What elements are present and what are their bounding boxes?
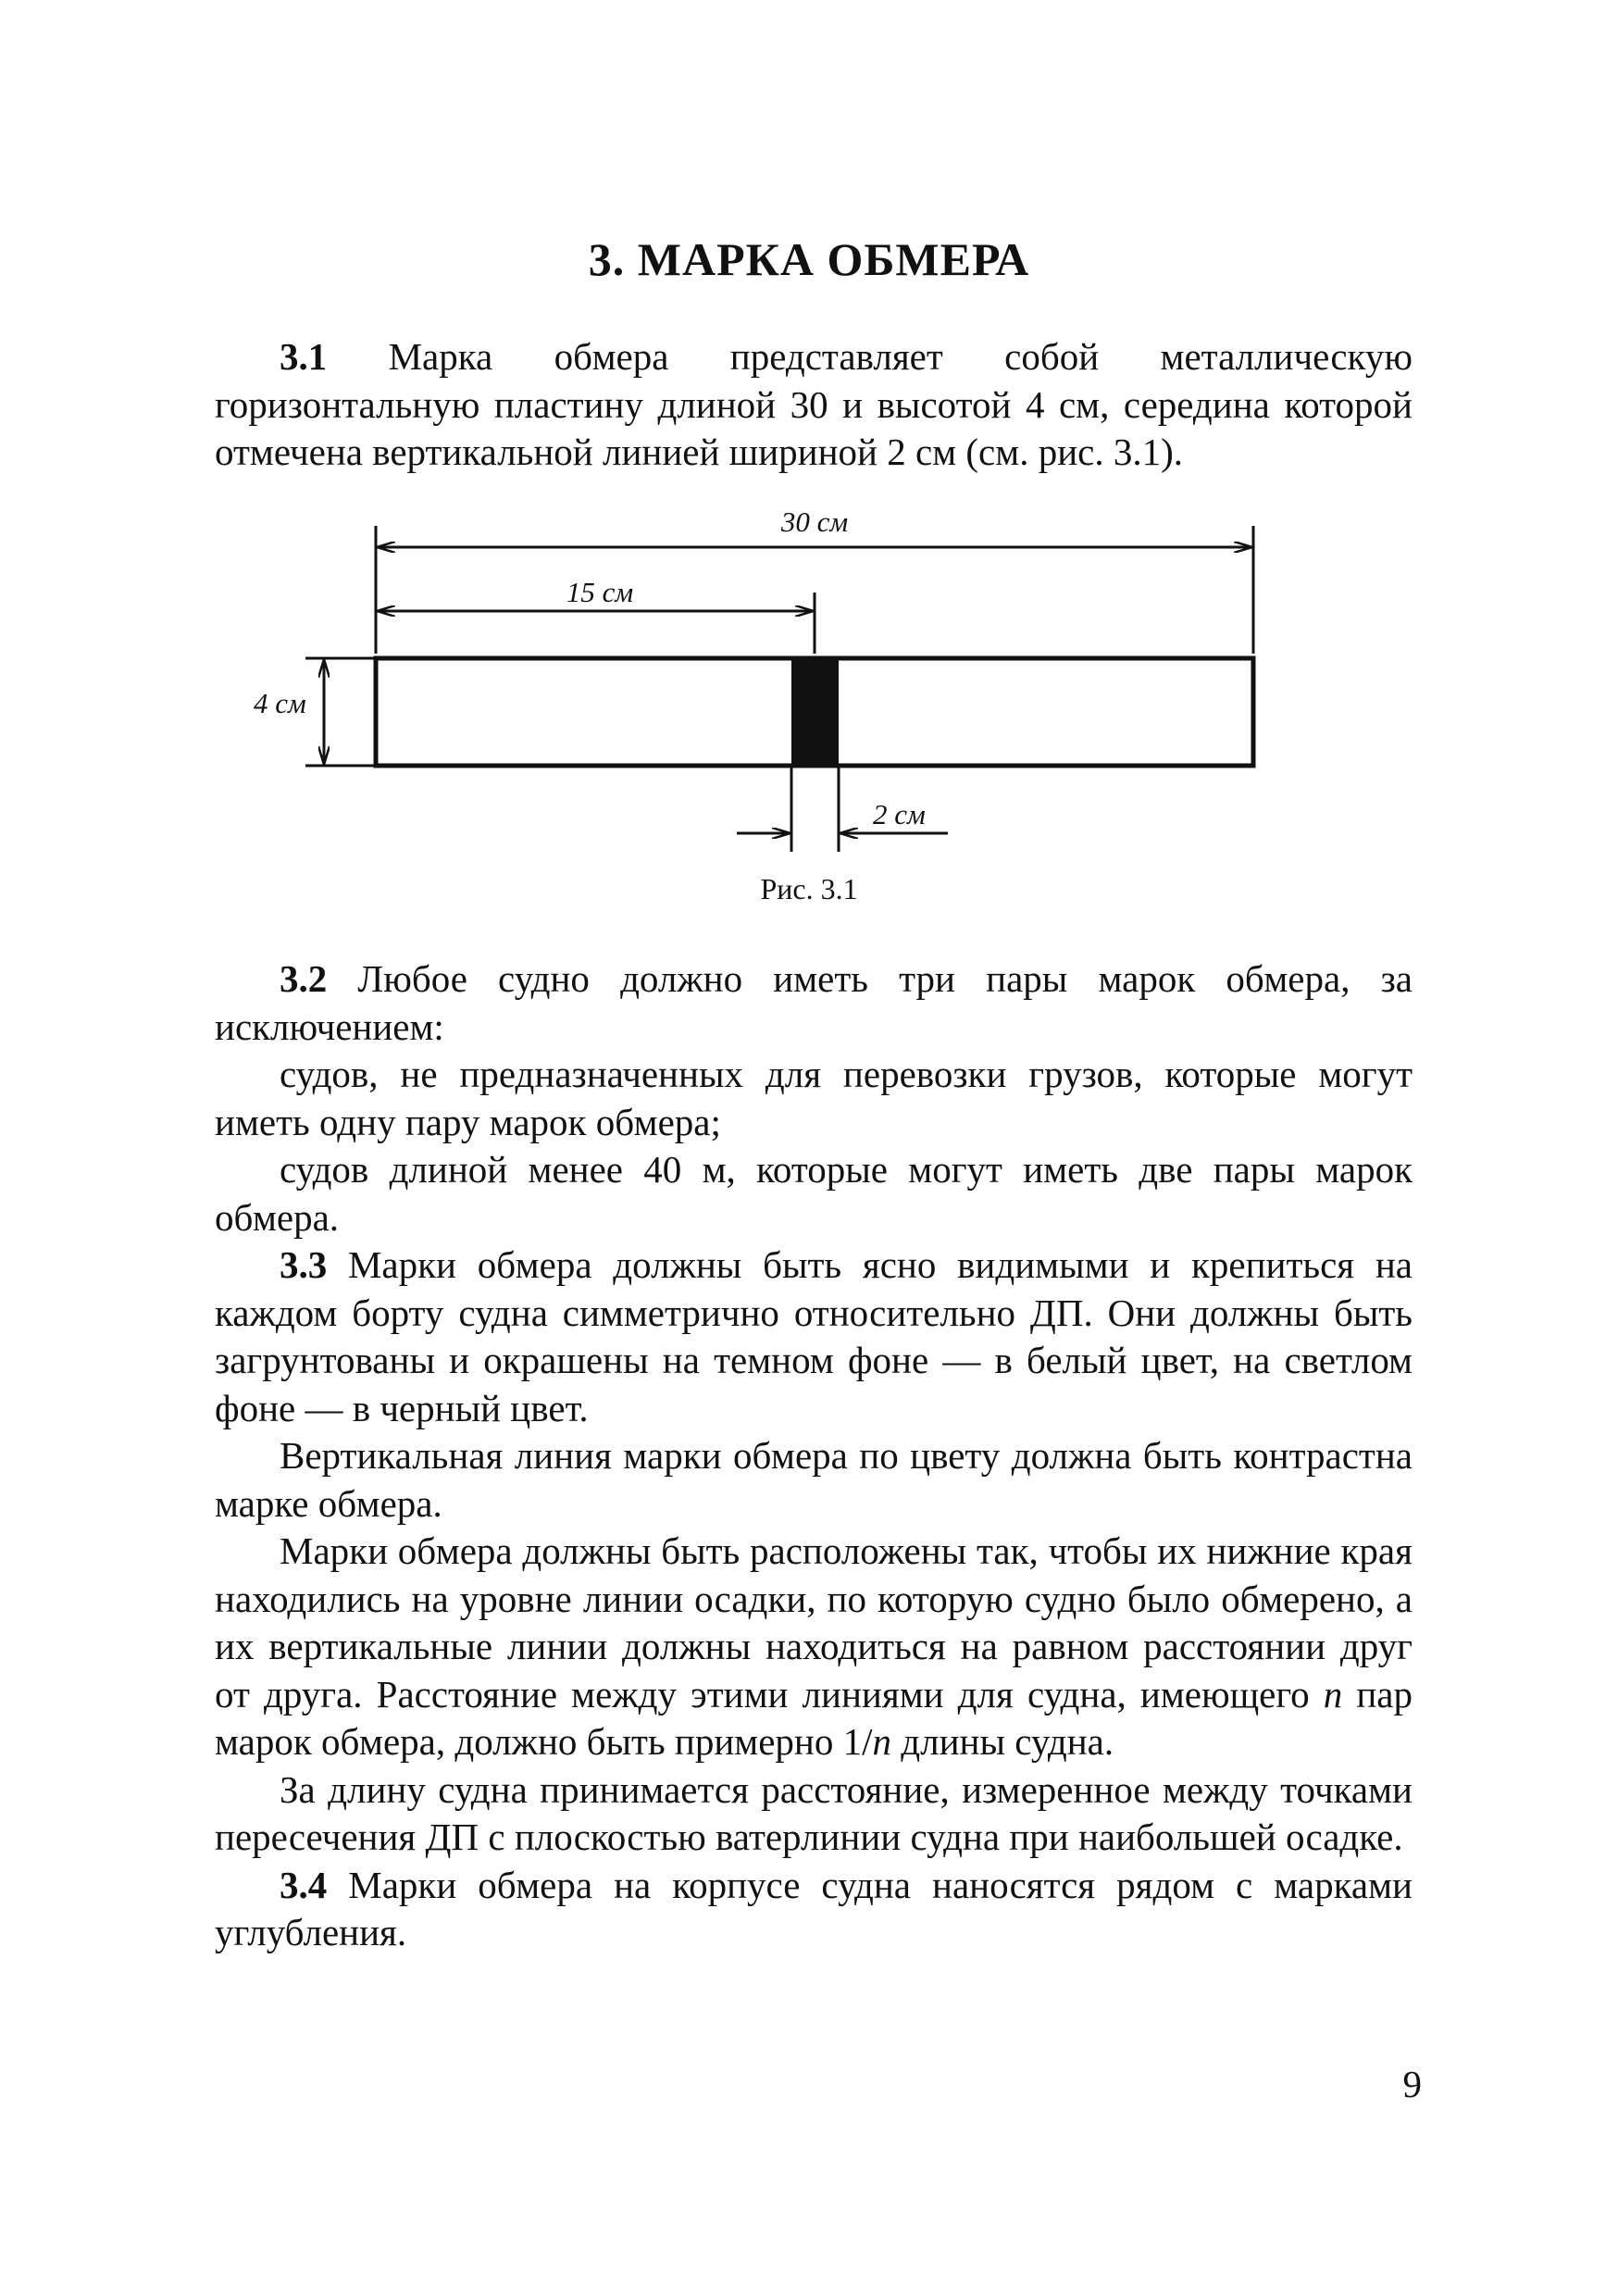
measurement-mark-figure: [0, 500, 1618, 926]
main-paragraph-block: [215, 955, 1413, 1957]
paragraph-text: Любое судно должно иметь три пары марок обмера, за исключением:: [215, 957, 1413, 1048]
paragraph-text: Марки обмера на корпусе судна наносятся рядом с марками углубления.: [215, 1863, 1413, 1953]
paragraph-3-4: [215, 1862, 1413, 1957]
paragraph-3-3-contrast: Вертикальная линия марки обмера по цвету должна быть контрастна марке обмера.: [215, 1434, 1413, 1525]
paragraph-text: Марки обмера должны быть ясно видимыми и крепиться на каждом борту судна симметрично относительно ДП. Они должны быть загрунтованы и окрашены на темном фоне — в белый цвет, на светлом фоне — в черный цвет.: [215, 1243, 1413, 1429]
paragraph-number: 3.2: [280, 957, 328, 1000]
half-length-label: 15 см: [566, 576, 634, 608]
line-width-label: 2 см: [873, 798, 926, 830]
paragraph-3-3: [215, 1242, 1413, 1432]
paragraph-3-2-item-2: судов длиной менее 40 м, которые могут иметь две пары марок обмера.: [215, 1148, 1413, 1239]
paragraph-text: Марка обмера представляет собой металлическую горизонтальную пластину длиной 30 и высотой 4 см, середина которой отмечена вертикальной линией шириной 2 см (см. рис. 3.1).: [215, 335, 1413, 473]
figure-caption: Рис. 3.1: [760, 872, 858, 905]
height-label: 4 см: [254, 687, 306, 719]
paragraph-3-3-length: За длину судна принимается расстояние, измеренное между точками пересечения ДП с плоскостью ватерлинии судна при наибольшей осадке.: [215, 1767, 1413, 1858]
paragraph-3-2-item-1: судов, не предназначенных для перевозки грузов, которые могут иметь одну пару марок обмера;: [215, 1053, 1413, 1143]
paragraph-3-1: [215, 333, 1413, 477]
section-title: 3. МАРКА ОБМЕРА: [588, 233, 1030, 285]
vertical-center-line: [791, 658, 839, 766]
intro-paragraph-block: [215, 333, 1413, 477]
total-length-label: 30 см: [780, 505, 849, 538]
page-number: 9: [1402, 2063, 1422, 2105]
paragraph-3-2: [215, 955, 1413, 1051]
paragraph-3-3-placement: Марки обмера должны быть расположены так, чтобы их нижние края находились на уровне линии осадки, по которую судно было обмерено, а их вертикальные линии должны находиться на равном расстоянии друг от друга. Расстояние между этими линиями для судна, имеющего n пар марок обмера, должно быть примерно 1/n длины судна.: [215, 1529, 1413, 1763]
paragraph-number: 3.1: [280, 335, 328, 378]
paragraph-number: 3.4: [280, 1863, 328, 1906]
paragraph-number: 3.3: [280, 1243, 328, 1286]
